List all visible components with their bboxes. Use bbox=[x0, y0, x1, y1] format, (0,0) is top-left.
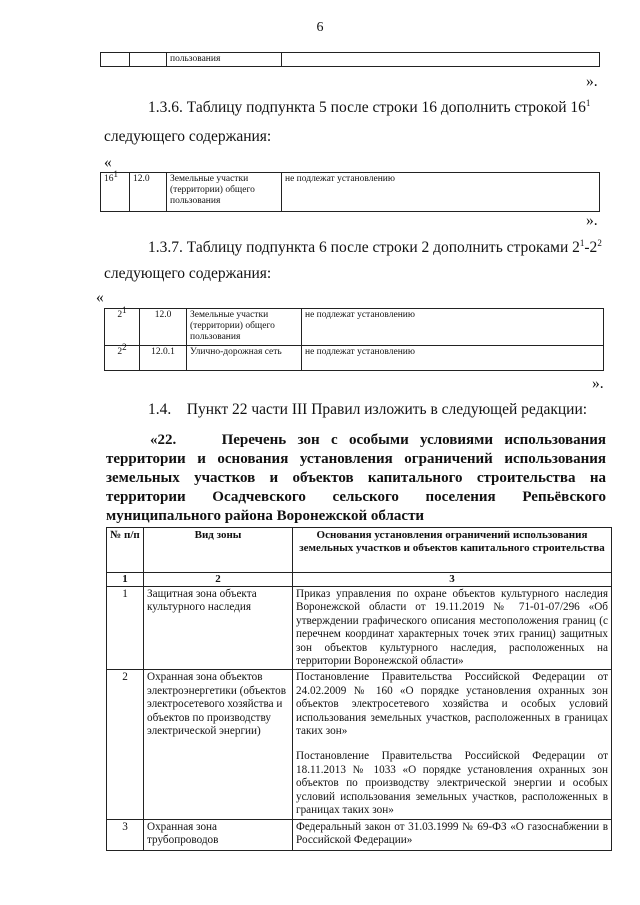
section-137-text: 1.3.7. Таблицу подпункта 6 после строки 2 дополнить строками $2^1-2^2$ bbox=[148, 237, 602, 256]
open-quote-137: « bbox=[96, 289, 104, 306]
header-zone: Вид зоны bbox=[144, 528, 293, 573]
open-quote-136: « bbox=[104, 154, 112, 171]
top-table-fragment bbox=[100, 52, 600, 67]
page-number: 6 bbox=[316, 20, 324, 35]
table-row: 1 Защитная зона объекта культурного наследия Приказ управления по охране объектов культурного наследия Воронежской области от 19.11.2019 № 71-01-07/296 «Об утверждении графического описания местоположения границ (с перечнем координат характерных точек этих границ) защитных зон объектов культурного наследия, расположенных на территории Воронежской области» bbox=[107, 587, 612, 670]
close-quote-1: ». bbox=[586, 73, 598, 90]
heading-line-2: территории и основания установления ограничений использования bbox=[106, 451, 606, 467]
header-basis: Основания установления ограничений использования земельных участков и объектов капитального строительства bbox=[293, 528, 612, 573]
fragment-cell: пользования bbox=[167, 53, 282, 67]
header-num: № п/п bbox=[107, 528, 144, 573]
basis-paragraph: Постановление Правительства Российской Федерации от 24.02.2009 № 160 «О порядке установления охранных зон объектов электросетевого хозяйства и особых условий использования земельных участков, расположенных в границах таких зон» bbox=[296, 671, 608, 738]
basis-paragraph: Постановление Правительства Российской Федерации от 18.11.2013 № 1033 «О порядке установления охранных зон объектов по производству электрической энергии и особых условий использования земельных участков, расположенных в границах таких зон» bbox=[296, 750, 608, 817]
close-quote-137: ». bbox=[592, 375, 604, 392]
section-136-line2: следующего содержания: bbox=[104, 128, 272, 145]
table-row: 21 12.0 Земельные участки (территории) общего пользования не подлежат установлению bbox=[105, 309, 604, 346]
section-137-line2: следующего содержания: bbox=[104, 265, 272, 282]
heading-line-5: муниципального района Воронежской области bbox=[106, 508, 425, 524]
zones-heading bbox=[106, 431, 606, 526]
close-quote-136: ». bbox=[586, 212, 598, 229]
heading-line-1: «22. Перечень зон с особыми условиями использования bbox=[150, 432, 606, 448]
table-row: 2 Охранная зона объектов электроэнергетики (объектов электросетевого хозяйства и объектов по производству электрической энергии) Постановление Правительства Российской Федерации от 24.02.2009 № 160 «О порядке установления охранных зон объектов электросетевого хозяйства и особых условий использования земельных участков, расположенных в границах таких зон» Постановление Правительства Российской Федерации от 18.11.2013 № 1033 «О порядке установления охранных зон объектов по производству электрической энергии и особых условий использования земельных участков, расположенных в границах таких зон» bbox=[107, 670, 612, 819]
zones-table bbox=[106, 527, 612, 851]
table-row: 3 Охранная зона трубопроводов Федеральный закон от 31.03.1999 № 69-ФЗ «О газоснабжении в Российской Федерации» bbox=[107, 819, 612, 850]
column-number-row: 1 2 3 bbox=[107, 573, 612, 587]
heading-line-4: территории Осадчевского сельского поселения Репьёвского bbox=[106, 489, 606, 505]
table-row: 161 12.0 Земельные участки (территории) общего пользования не подлежат установлению bbox=[101, 173, 600, 212]
table-header-row bbox=[107, 528, 612, 573]
section-136-text: 1.3.6. Таблицу подпункта 5 после строки 16 дополнить строкой $16^1$ bbox=[148, 97, 591, 116]
heading-line-3: земельных участков и объектов капитального строительства на bbox=[106, 470, 606, 486]
table-136 bbox=[100, 169, 600, 212]
table-row: 22 12.0.1 Улично-дорожная сеть не подлежат установлению bbox=[105, 346, 604, 371]
section-14-text: 1.4. Пункт 22 части III Правил изложить в следующей редакции: bbox=[148, 401, 588, 418]
table-137 bbox=[104, 305, 604, 371]
